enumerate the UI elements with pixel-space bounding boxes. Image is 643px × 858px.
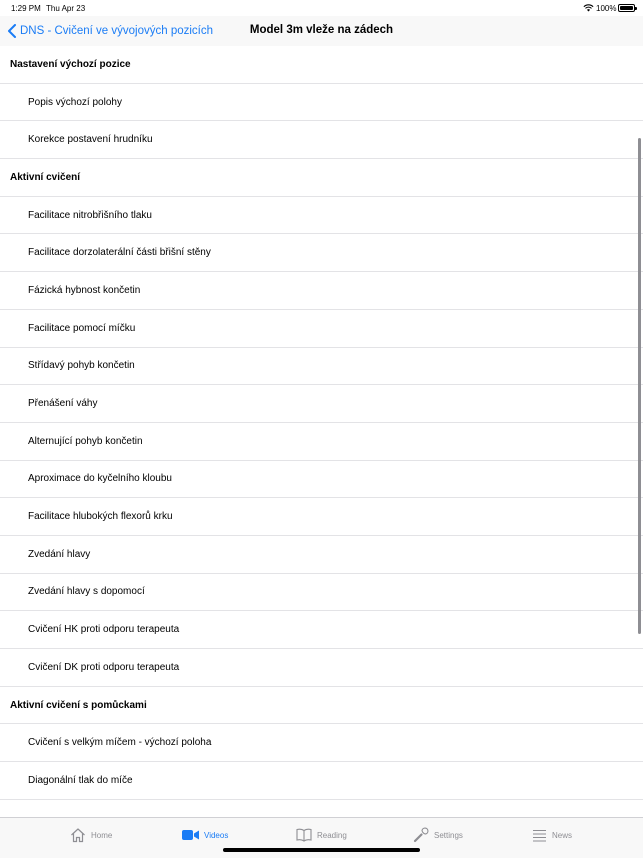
book-icon [296, 828, 312, 842]
scrollbar[interactable] [638, 138, 641, 634]
tab-videos[interactable] [182, 825, 228, 845]
list-item-label: Alternující pohyb končetin [28, 435, 143, 447]
list-item-label: Střídavý pohyb končetin [28, 360, 135, 372]
list-item-label: Zvedání hlavy [28, 548, 91, 560]
tab-reading-label: Reading [317, 830, 347, 840]
exercise-list[interactable] [0, 46, 643, 817]
list-item-label: Facilitace hlubokých flexorů krku [28, 511, 173, 523]
navigation-bar [0, 16, 643, 47]
list-item-label: Zvedání hlavy s dopomocí [28, 586, 145, 598]
list-item[interactable] [0, 234, 643, 272]
tab-news-label: News [552, 830, 573, 840]
list-item[interactable] [0, 461, 643, 499]
tab-home[interactable] [70, 825, 112, 845]
list-item-label: Facilitace nitrobřišního tlaku [28, 209, 152, 221]
list-item-label: Facilitace dorzolaterální části břišní stěny [28, 247, 211, 259]
list-item[interactable] [0, 423, 643, 461]
back-button-label: DNS - Cvičení ve vývojových pozicích [20, 25, 214, 37]
list-item[interactable] [0, 121, 643, 159]
tab-settings[interactable] [413, 825, 463, 845]
section-header: Nastavení výchozí pozice [0, 46, 643, 84]
list-item[interactable] [0, 197, 643, 235]
list-item[interactable] [0, 348, 643, 386]
home-icon [70, 827, 86, 843]
list-item[interactable] [0, 310, 643, 348]
list-item[interactable] [0, 385, 643, 423]
page-title: Model 3m vleže na zádech [249, 24, 394, 36]
list-item-label: Facilitace pomocí míčku [28, 322, 136, 334]
status-bar [0, 0, 643, 16]
tab-home-label: Home [91, 830, 113, 840]
home-indicator[interactable] [223, 848, 420, 852]
list-item-label: Cvičení DK proti odporu terapeuta [28, 661, 180, 673]
battery-icon [618, 4, 635, 12]
list-item[interactable] [0, 800, 643, 817]
section-header: Aktivní cvičení s pomůckami [0, 687, 643, 725]
list-item[interactable] [0, 498, 643, 536]
list-item-label: Cvičení HK proti odporu terapeuta [28, 624, 180, 636]
list-item-label: Diagonální tlak do míče [28, 774, 133, 786]
wrench-icon [413, 827, 429, 843]
list-item-label: Cvičení s velkým míčem - výchozí poloha [28, 737, 212, 749]
list-item-label: Aproximace do kyčelního kloubu [28, 473, 172, 485]
list-item-label: Fázická hybnost končetin [28, 284, 141, 296]
list-item[interactable] [0, 84, 643, 122]
list-lines-icon [532, 829, 547, 842]
status-time: 1:29 PM [11, 4, 41, 13]
video-camera-icon [182, 829, 199, 841]
wifi-icon [583, 4, 594, 12]
section-header: Aktivní cvičení [0, 159, 643, 197]
list-item[interactable] [0, 649, 643, 687]
list-item[interactable] [0, 574, 643, 612]
list-item[interactable] [0, 611, 643, 649]
status-date: Thu Apr 23 [46, 4, 86, 13]
list-item[interactable] [0, 536, 643, 574]
list-item-label: Korekce postavení hrudníku [28, 134, 153, 146]
list-item-label: Přenášení váhy [28, 398, 98, 410]
list-item[interactable] [0, 272, 643, 310]
battery-percentage: 100% [596, 4, 617, 13]
list-item[interactable] [0, 724, 643, 762]
tab-reading[interactable] [296, 825, 347, 845]
list-item[interactable] [0, 762, 643, 800]
list-item-label: Popis výchozí polohy [28, 96, 122, 108]
tab-videos-label: Videos [204, 830, 229, 840]
tab-settings-label: Settings [434, 830, 463, 840]
tab-news[interactable] [532, 825, 572, 845]
